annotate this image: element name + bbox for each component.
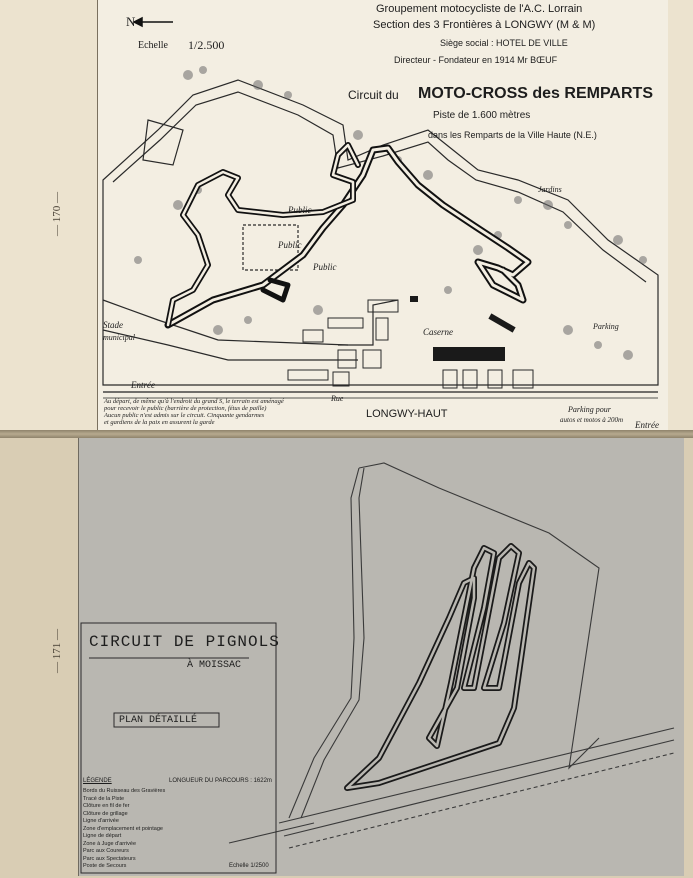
directeur-prefix: Directeur - Fondateur en: [394, 55, 493, 65]
scale-label: Echelle: [138, 40, 168, 51]
plan-detaille-label: PLAN DÉTAILLÉ: [119, 715, 198, 726]
legend-item: Parc aux Spectateurs: [83, 855, 136, 862]
label-public-3: Public: [313, 262, 337, 272]
parking-note: Parking pour: [568, 405, 611, 414]
legend-item: Ligne d'arrivée: [83, 818, 119, 824]
header-line-1: Groupement motocycliste de l'A.C. Lorrain: [376, 3, 583, 15]
title-prefix: Circuit du: [348, 88, 399, 102]
legend-item: Clôture de grillage: [83, 810, 128, 817]
scale-value: 1/2.500: [188, 38, 225, 52]
legend-item: Ligne de départ: [83, 833, 122, 839]
label-longwy-haut: LONGWY-HAUT: [366, 408, 448, 420]
page-number-bottom: — 171 —: [51, 629, 63, 673]
legend-item: Clôture en fil de fer: [83, 803, 130, 809]
siege-social: Siège social : HOTEL DE VILLE: [440, 38, 568, 48]
legend-item: Zone à Juge d'arrivée: [83, 840, 137, 847]
label-entree-left: Entrée: [131, 380, 155, 390]
label-public-1: Public: [288, 205, 312, 215]
parking-note-2: autos et motos à 200m: [560, 416, 623, 424]
book-spine: [0, 430, 693, 438]
label-jardins: Jardins: [538, 185, 562, 194]
page-number-top: — 170 —: [51, 192, 63, 236]
legend-item: Zone d'emplacement et pointage: [83, 825, 163, 832]
label-caserne: Caserne: [423, 327, 453, 337]
legend-item: Bords du Ruisseau des Gravières: [83, 788, 166, 794]
legend-list: [83, 788, 223, 871]
label-stade: Stade: [103, 320, 123, 330]
remparts-map-drawing: [98, 0, 668, 430]
label-public-2: Public: [278, 240, 302, 250]
remparts-circuit-map: [97, 0, 668, 430]
pignols-echelle: Echelle 1/2500: [229, 863, 269, 869]
legend-title: LÉGENDE: [83, 778, 112, 784]
pignols-title: CIRCUIT DE PIGNOLS: [89, 633, 280, 651]
legend-item: Poste de Secours: [83, 863, 127, 869]
directeur-line: [394, 55, 557, 65]
label-parking: Parking: [593, 322, 619, 331]
circuit-length: Piste de 1.600 mètres: [433, 110, 531, 121]
note-line-1: Au départ, de même qu'à l'endroit du grand S, le terrain est aménagé: [104, 398, 284, 405]
pignols-circuit-map: [78, 438, 684, 876]
directeur-year: 1914: [494, 55, 515, 65]
legend-item: Tracé de la Piste: [83, 795, 125, 802]
longueur-parcours: LONGUEUR DU PARCOURS : 1622m: [169, 778, 272, 784]
circuit-location: dans les Remparts de la Ville Haute (N.E.): [428, 130, 597, 140]
note-line-2: pour recevoir le public (barrière de protection, fétus de paille): [104, 405, 267, 412]
legend-item: Parc aux Coureurs: [83, 848, 129, 854]
label-rue: Rue: [331, 394, 344, 403]
pignols-subtitle: À MOISSAC: [187, 660, 242, 671]
label-entree-right: Entrée: [635, 420, 659, 430]
directeur-name: Mr BŒUF: [517, 55, 558, 65]
circuit-title: MOTO-CROSS des REMPARTS: [418, 85, 653, 102]
header-line-2: Section des 3 Frontières à LONGWY (M & M): [373, 19, 596, 31]
note-line-4: et gardiens de la paix en assurent la garde: [104, 419, 215, 426]
note-line-3: Aucun public n'est admis sur le circuit. Cinquante gendarmes: [104, 412, 265, 419]
north-label: N: [126, 14, 136, 29]
label-municipal: municipal: [103, 333, 135, 342]
